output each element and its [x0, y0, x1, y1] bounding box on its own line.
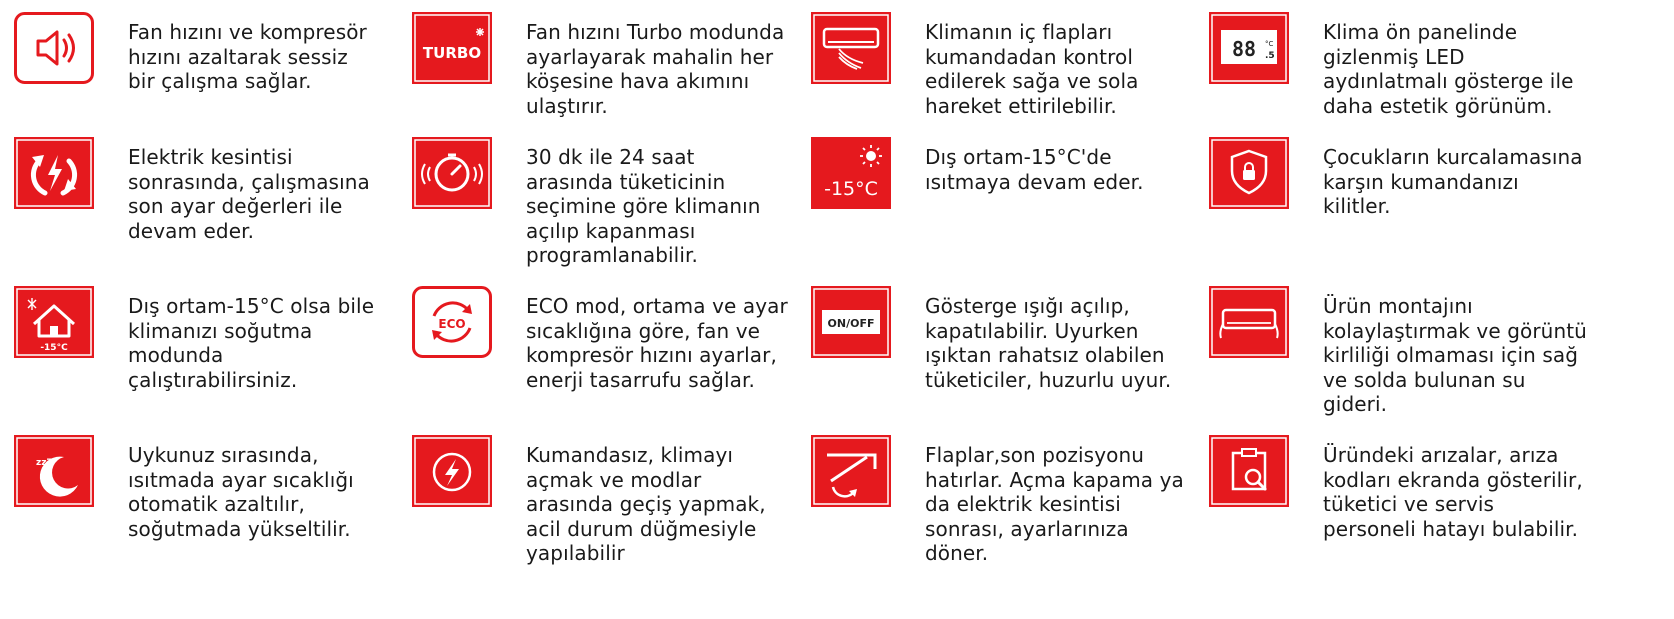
turbo-icon — [412, 12, 492, 84]
cooling-minus15-icon — [14, 286, 94, 358]
led-digits: 88 — [1231, 37, 1257, 61]
timer-icon — [412, 137, 492, 209]
error-code-icon — [1209, 435, 1289, 507]
sleep-label: zzZ — [36, 458, 54, 468]
feature-text: Üründeki arızalar, arıza kodları ekranda gösterilir, tüketici ve servis personeli hatayı bulabilir. — [1323, 443, 1583, 541]
feature-text: Fan hızını ve kompresör hızını azaltarak sessiz bir çalışma sağlar. — [128, 20, 367, 93]
on-off-icon — [811, 286, 891, 358]
drain-icon — [1209, 286, 1289, 358]
feature-text: Gösterge ışığı açılıp, kapatılabilir. Uyurken ışıktan rahatsız olabilen tüketiciler, huzurlu uyur. — [925, 294, 1172, 392]
cooling-temp-label: -15°C — [40, 343, 68, 353]
eco-icon — [412, 286, 492, 358]
sleep-icon — [14, 435, 94, 507]
feature-text: Fan hızını Turbo modunda ayarlayarak mahalin her köşesine hava akımını ulaştırır. — [526, 20, 785, 118]
led-display-icon — [1209, 12, 1289, 84]
flap-memory-icon — [811, 435, 891, 507]
speaker-icon — [14, 12, 94, 84]
feature-text: Klimanın iç flapları kumandadan kontrol edilerek sağa ve sola hareket ettirilebilir. — [925, 20, 1139, 118]
heating-minus15-icon — [811, 137, 891, 209]
svg-text:.5: .5 — [1265, 51, 1275, 61]
emergency-button-icon — [412, 435, 492, 507]
feature-text: ECO mod, ortama ve ayar sıcaklığına göre, fan ve kompresör hızını ayarlar, enerji tasarrufu sağlar. — [526, 294, 788, 392]
turbo-label: TURBO — [422, 44, 482, 62]
child-lock-icon — [1209, 137, 1289, 209]
feature-text: Uykunuz sırasında, ısıtmada ayar sıcaklığı otomatik azaltılır, soğutmada yükseltilir. — [128, 443, 354, 541]
feature-text: Elektrik kesintisi sonrasında, çalışmasına son ayar değerleri ile devam eder. — [128, 145, 370, 243]
airflow-flap-icon — [811, 12, 891, 84]
feature-text: Klima ön panelinde gizlenmiş LED aydınlatmalı gösterge ile daha estetik görünüm. — [1323, 20, 1574, 118]
feature-text: 30 dk ile 24 saat arasında tüketicinin seçimine göre klimanın açılıp kapanması programlanabilir. — [526, 145, 761, 267]
feature-text: Kumandasız, klimayı açmak ve modlar arasında geçiş yapmak, acil durum düğmesiyle yapılabilir — [526, 443, 766, 565]
feature-text: Dış ortam-15°C'de ısıtmaya devam eder. — [925, 145, 1144, 194]
on-off-label: ON/OFF — [827, 317, 875, 330]
feature-text: Dış ortam-15°C olsa bile klimanızı soğutma modunda çalıştırabilirsiniz. — [128, 294, 375, 392]
svg-text:°C: °C — [1265, 40, 1274, 48]
heating-temp-label: -15°C — [824, 178, 878, 200]
feature-text: Çocukların kurcalamasına karşın kumandanızı kilitler. — [1323, 145, 1583, 218]
auto-restart-icon — [14, 137, 94, 209]
feature-text: Flaplar,son pozisyonu hatırlar. Açma kapama ya da elektrik kesintisi sonrası, ayarlarınıza döner. — [925, 443, 1184, 565]
feature-text: Ürün montajını kolaylaştırmak ve görüntü kirliliği olmaması için sağ ve solda bulunan su gideri. — [1323, 294, 1587, 416]
eco-label: ECO — [438, 317, 466, 331]
